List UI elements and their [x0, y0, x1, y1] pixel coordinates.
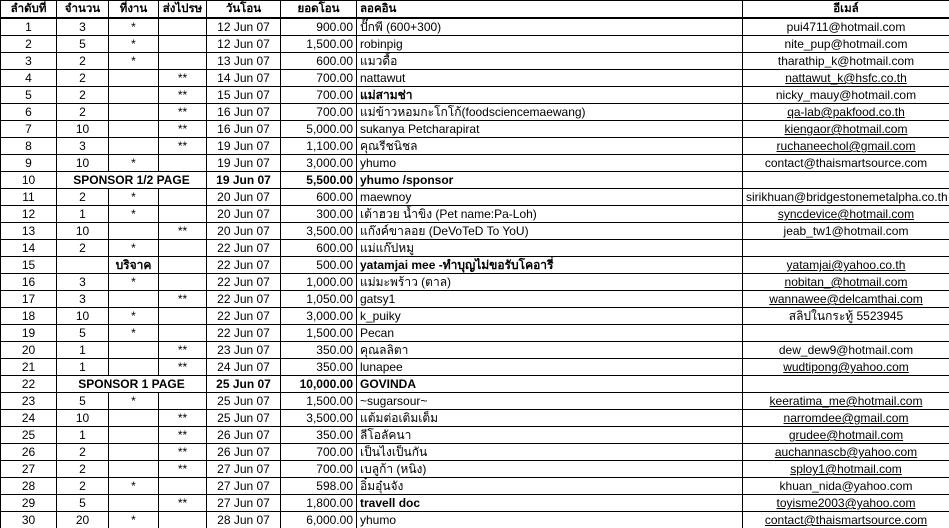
cell-no[interactable]: 9 — [1, 155, 57, 172]
header-cell-login[interactable]: ลอคอิน — [357, 1, 743, 19]
table-row — [1, 104, 949, 121]
cell-site[interactable] — [109, 410, 159, 427]
cell-site[interactable]: * — [109, 308, 159, 325]
cell-email[interactable]: narromdee@gmail.com — [743, 410, 949, 427]
cell-qty[interactable]: 2 — [57, 461, 109, 478]
cell-post[interactable]: ** — [159, 70, 207, 87]
table-row — [1, 444, 949, 461]
cell-amount[interactable]: 1,100.00 — [281, 138, 357, 155]
cell-sponsor[interactable]: SPONSOR 1/2 PAGE — [57, 172, 207, 189]
cell-email[interactable]: sirikhuan@bridgestonemetalpha.co.th — [743, 189, 949, 206]
cell-qty[interactable]: 2 — [57, 240, 109, 257]
cell-site[interactable]: * — [109, 155, 159, 172]
cell-email[interactable]: nite_pup@hotmail.com — [743, 36, 949, 53]
cell-qty[interactable]: 1 — [57, 342, 109, 359]
cell-date[interactable]: 19 Jun 07 — [207, 172, 281, 189]
cell-no[interactable]: 25 — [1, 427, 57, 444]
header-cell-qty[interactable]: จำนวน — [57, 1, 109, 19]
header-cell-amount[interactable]: ยอดโอน — [281, 1, 357, 19]
cell-login[interactable]: robinpig — [357, 36, 743, 53]
cell-amount[interactable]: 598.00 — [281, 478, 357, 495]
cell-amount[interactable]: 1,800.00 — [281, 495, 357, 512]
cell-qty[interactable]: 2 — [57, 444, 109, 461]
cell-date[interactable]: 23 Jun 07 — [207, 342, 281, 359]
cell-post[interactable]: ** — [159, 223, 207, 240]
cell-qty[interactable]: 20 — [57, 512, 109, 528]
cell-date[interactable]: 13 Jun 07 — [207, 53, 281, 70]
cell-site[interactable]: * — [109, 478, 159, 495]
table-row — [1, 410, 949, 427]
table-row — [1, 291, 949, 308]
table-row — [1, 359, 949, 376]
table-row — [1, 512, 949, 528]
cell-no[interactable]: 18 — [1, 308, 57, 325]
cell-qty[interactable]: 2 — [57, 104, 109, 121]
cell-email[interactable]: grudee@hotmail.com — [743, 427, 949, 444]
cell-date[interactable]: 26 Jun 07 — [207, 427, 281, 444]
cell-post[interactable]: ** — [159, 87, 207, 104]
cell-qty[interactable]: 2 — [57, 189, 109, 206]
cell-email[interactable]: toyisme2003@yahoo.com — [743, 495, 949, 512]
table-row — [1, 206, 949, 223]
cell-post[interactable] — [159, 274, 207, 291]
cell-qty[interactable]: 5 — [57, 393, 109, 410]
cell-date[interactable]: 26 Jun 07 — [207, 444, 281, 461]
cell-date[interactable]: 22 Jun 07 — [207, 308, 281, 325]
cell-date[interactable]: 22 Jun 07 — [207, 274, 281, 291]
cell-qty[interactable]: 2 — [57, 70, 109, 87]
cell-no[interactable]: 13 — [1, 223, 57, 240]
table-row — [1, 87, 949, 104]
cell-login[interactable]: แมวดื้อ — [357, 53, 743, 70]
table-row — [1, 274, 949, 291]
cell-qty[interactable]: 2 — [57, 53, 109, 70]
cell-login[interactable]: เต้าฮวย น้ำขิง (Pet name:Pa-Loh) — [357, 206, 743, 223]
cell-date[interactable]: 20 Jun 07 — [207, 189, 281, 206]
cell-site[interactable] — [109, 444, 159, 461]
cell-post[interactable] — [159, 325, 207, 342]
cell-amount[interactable]: 3,000.00 — [281, 155, 357, 172]
cell-amount[interactable]: 3,000.00 — [281, 308, 357, 325]
cell-email[interactable]: keeratima_me@hotmail.com — [743, 393, 949, 410]
cell-post[interactable]: ** — [159, 359, 207, 376]
cell-post[interactable]: ** — [159, 461, 207, 478]
table-row — [1, 495, 949, 512]
cell-date[interactable]: 22 Jun 07 — [207, 325, 281, 342]
cell-amount[interactable]: 300.00 — [281, 206, 357, 223]
cell-post[interactable]: ** — [159, 121, 207, 138]
cell-amount[interactable]: 700.00 — [281, 70, 357, 87]
cell-site[interactable]: บริจาค — [109, 257, 159, 274]
cell-login[interactable]: yhumo /sponsor — [357, 172, 743, 189]
cell-post[interactable]: ** — [159, 342, 207, 359]
table-row — [1, 240, 949, 257]
cell-no[interactable]: 15 — [1, 257, 57, 274]
cell-no[interactable]: 6 — [1, 104, 57, 121]
cell-qty[interactable]: 1 — [57, 359, 109, 376]
cell-qty[interactable]: 1 — [57, 427, 109, 444]
cell-email[interactable]: qa-lab@pakfood.co.th — [743, 104, 949, 121]
cell-no[interactable]: 27 — [1, 461, 57, 478]
cell-no[interactable]: 30 — [1, 512, 57, 528]
table-row — [1, 121, 949, 138]
cell-amount[interactable]: 1,050.00 — [281, 291, 357, 308]
table-row — [1, 223, 949, 240]
cell-qty[interactable]: 5 — [57, 36, 109, 53]
cell-email[interactable]: wudtipong@yahoo.com — [743, 359, 949, 376]
cell-site[interactable] — [109, 70, 159, 87]
cell-site[interactable]: * — [109, 325, 159, 342]
cell-site[interactable]: * — [109, 18, 159, 36]
cell-email[interactable] — [743, 172, 949, 189]
cell-site[interactable]: * — [109, 512, 159, 528]
cell-email[interactable]: nattawut_k@hsfc.co.th — [743, 70, 949, 87]
cell-qty[interactable]: 1 — [57, 206, 109, 223]
cell-login[interactable]: เบลูก้า (หนิง) — [357, 461, 743, 478]
cell-site[interactable] — [109, 291, 159, 308]
cell-date[interactable]: 12 Jun 07 — [207, 36, 281, 53]
cell-site[interactable]: * — [109, 240, 159, 257]
cell-post[interactable] — [159, 155, 207, 172]
cell-date[interactable]: 15 Jun 07 — [207, 87, 281, 104]
cell-no[interactable]: 7 — [1, 121, 57, 138]
cell-no[interactable]: 20 — [1, 342, 57, 359]
cell-post[interactable] — [159, 53, 207, 70]
cell-amount[interactable]: 700.00 — [281, 444, 357, 461]
cell-login[interactable]: เป็นไงเป็นกัน — [357, 444, 743, 461]
cell-site[interactable]: * — [109, 53, 159, 70]
table-row — [1, 325, 949, 342]
cell-post[interactable]: ** — [159, 138, 207, 155]
cell-site[interactable]: * — [109, 274, 159, 291]
cell-login[interactable]: ~sugarsour~ — [357, 393, 743, 410]
table-row — [1, 478, 949, 495]
cell-login[interactable]: ปั๊กพี (600+300) — [357, 18, 743, 36]
cell-login[interactable]: gatsy1 — [357, 291, 743, 308]
cell-qty[interactable]: 3 — [57, 291, 109, 308]
cell-date[interactable]: 27 Jun 07 — [207, 495, 281, 512]
cell-date[interactable]: 27 Jun 07 — [207, 461, 281, 478]
cell-email[interactable]: kiengaor@hotmail.com — [743, 121, 949, 138]
cell-amount[interactable]: 1,500.00 — [281, 36, 357, 53]
cell-no[interactable]: 8 — [1, 138, 57, 155]
cell-post[interactable]: ** — [159, 410, 207, 427]
table-row — [1, 393, 949, 410]
cell-amount[interactable]: 700.00 — [281, 461, 357, 478]
header-cell-email[interactable]: อีเมล์ — [743, 1, 949, 19]
cell-login[interactable]: แม่ข้าวหอมกะโกโก้(foodsciencemaewang) — [357, 104, 743, 121]
cell-no[interactable]: 12 — [1, 206, 57, 223]
cell-amount[interactable]: 350.00 — [281, 427, 357, 444]
cell-amount[interactable]: 3,500.00 — [281, 410, 357, 427]
cell-amount[interactable]: 350.00 — [281, 359, 357, 376]
cell-email[interactable]: nobitan_@hotmail.com — [743, 274, 949, 291]
cell-date[interactable]: 25 Jun 07 — [207, 393, 281, 410]
cell-date[interactable]: 28 Jun 07 — [207, 512, 281, 528]
table-row — [1, 461, 949, 478]
table-row — [1, 172, 949, 189]
cell-site[interactable] — [109, 427, 159, 444]
cell-date[interactable]: 20 Jun 07 — [207, 206, 281, 223]
cell-site[interactable] — [109, 121, 159, 138]
cell-email[interactable]: auchannascb@yahoo.com — [743, 444, 949, 461]
cell-amount[interactable]: 5,000.00 — [281, 121, 357, 138]
cell-login[interactable]: อิ๋มอุ๋นจัง — [357, 478, 743, 495]
cell-no[interactable]: 5 — [1, 87, 57, 104]
cell-amount[interactable]: 1,500.00 — [281, 325, 357, 342]
cell-site[interactable] — [109, 342, 159, 359]
cell-amount[interactable]: 1,000.00 — [281, 274, 357, 291]
cell-post[interactable] — [159, 240, 207, 257]
cell-login[interactable]: yatamjai mee -ทำบุญไม่ขอรับโคอารี่ — [357, 257, 743, 274]
table-row — [1, 155, 949, 172]
cell-qty[interactable]: 10 — [57, 121, 109, 138]
cell-no[interactable]: 29 — [1, 495, 57, 512]
cell-qty[interactable]: 3 — [57, 138, 109, 155]
cell-qty[interactable]: 5 — [57, 325, 109, 342]
cell-email[interactable]: tharathip_k@hotmail.com — [743, 53, 949, 70]
cell-no[interactable]: 10 — [1, 172, 57, 189]
table-row — [1, 189, 949, 206]
cell-email[interactable]: syncdevice@hotmail.com — [743, 206, 949, 223]
cell-email[interactable]: ruchaneechol@gmail.com — [743, 138, 949, 155]
table-row — [1, 308, 949, 325]
cell-post[interactable] — [159, 512, 207, 528]
cell-site[interactable]: * — [109, 206, 159, 223]
table-row — [1, 18, 949, 36]
cell-date[interactable]: 25 Jun 07 — [207, 376, 281, 393]
cell-post[interactable] — [159, 206, 207, 223]
cell-qty[interactable]: 3 — [57, 274, 109, 291]
cell-date[interactable]: 20 Jun 07 — [207, 223, 281, 240]
cell-amount[interactable]: 10,000.00 — [281, 376, 357, 393]
cell-date[interactable]: 22 Jun 07 — [207, 240, 281, 257]
cell-login[interactable]: คุณรีชนิชล — [357, 138, 743, 155]
cell-email[interactable]: sploy1@hotmail.com — [743, 461, 949, 478]
cell-date[interactable]: 25 Jun 07 — [207, 410, 281, 427]
cell-amount[interactable]: 600.00 — [281, 53, 357, 70]
cell-amount[interactable]: 5,500.00 — [281, 172, 357, 189]
cell-site[interactable]: * — [109, 393, 159, 410]
cell-no[interactable]: 19 — [1, 325, 57, 342]
cell-post[interactable] — [159, 308, 207, 325]
cell-login[interactable]: แก๊งค์ขาลอย (DeVoTeD To YoU) — [357, 223, 743, 240]
cell-date[interactable]: 24 Jun 07 — [207, 359, 281, 376]
cell-site[interactable] — [109, 359, 159, 376]
cell-qty[interactable]: 5 — [57, 495, 109, 512]
cell-login[interactable]: แม่แก๊ปหมู — [357, 240, 743, 257]
cell-qty[interactable]: 3 — [57, 18, 109, 36]
cell-no[interactable]: 28 — [1, 478, 57, 495]
cell-login[interactable]: แม่สามช่า — [357, 87, 743, 104]
cell-date[interactable]: 22 Jun 07 — [207, 291, 281, 308]
cell-amount[interactable]: 900.00 — [281, 18, 357, 36]
cell-login[interactable]: GOVINDA — [357, 376, 743, 393]
cell-amount[interactable]: 6,000.00 — [281, 512, 357, 528]
cell-login[interactable]: lunapee — [357, 359, 743, 376]
cell-no[interactable]: 21 — [1, 359, 57, 376]
cell-site[interactable] — [109, 104, 159, 121]
cell-qty[interactable]: 10 — [57, 308, 109, 325]
cell-login[interactable]: nattawut — [357, 70, 743, 87]
table-row — [1, 376, 949, 393]
cell-no[interactable]: 3 — [1, 53, 57, 70]
cell-amount[interactable]: 700.00 — [281, 87, 357, 104]
cell-email[interactable]: jeab_tw1@hotmail.com — [743, 223, 949, 240]
cell-email[interactable] — [743, 240, 949, 257]
cell-sponsor[interactable]: SPONSOR 1 PAGE — [57, 376, 207, 393]
cell-qty[interactable]: 10 — [57, 155, 109, 172]
cell-login[interactable]: ลีโอลัคนา — [357, 427, 743, 444]
cell-email[interactable] — [743, 376, 949, 393]
cell-post[interactable] — [159, 393, 207, 410]
cell-no[interactable]: 2 — [1, 36, 57, 53]
cell-date[interactable]: 19 Jun 07 — [207, 155, 281, 172]
cell-site[interactable] — [109, 461, 159, 478]
cell-no[interactable]: 26 — [1, 444, 57, 461]
cell-amount[interactable]: 500.00 — [281, 257, 357, 274]
cell-no[interactable]: 24 — [1, 410, 57, 427]
cell-qty[interactable] — [57, 257, 109, 274]
table-row — [1, 342, 949, 359]
cell-login[interactable]: sukanya Petcharapirat — [357, 121, 743, 138]
cell-qty[interactable]: 10 — [57, 410, 109, 427]
cell-email[interactable]: contact@thaismartsource.com — [743, 155, 949, 172]
header-row — [1, 1, 949, 19]
cell-amount[interactable]: 3,500.00 — [281, 223, 357, 240]
cell-email[interactable]: yatamjai@yahoo.co.th — [743, 257, 949, 274]
cell-email[interactable] — [743, 325, 949, 342]
cell-login[interactable]: k_puiky — [357, 308, 743, 325]
cell-site[interactable]: * — [109, 36, 159, 53]
cell-site[interactable] — [109, 138, 159, 155]
cell-post[interactable]: ** — [159, 291, 207, 308]
cell-site[interactable] — [109, 87, 159, 104]
cell-post[interactable]: ** — [159, 104, 207, 121]
cell-email[interactable]: wannawee@delcamthai.com — [743, 291, 949, 308]
cell-qty[interactable]: 2 — [57, 87, 109, 104]
cell-email[interactable]: pui4711@hotmail.com — [743, 18, 949, 36]
table-row — [1, 70, 949, 87]
header-cell-post[interactable]: ส่งไปรษ — [159, 1, 207, 19]
cell-amount[interactable]: 600.00 — [281, 189, 357, 206]
cell-post[interactable]: ** — [159, 444, 207, 461]
cell-no[interactable]: 1 — [1, 18, 57, 36]
cell-no[interactable]: 11 — [1, 189, 57, 206]
cell-post[interactable] — [159, 189, 207, 206]
cell-no[interactable]: 4 — [1, 70, 57, 87]
cell-email[interactable]: contact@thaismartsource.com — [743, 512, 949, 528]
cell-no[interactable]: 17 — [1, 291, 57, 308]
cell-post[interactable]: ** — [159, 427, 207, 444]
table-row — [1, 427, 949, 444]
cell-post[interactable] — [159, 478, 207, 495]
cell-site[interactable]: * — [109, 189, 159, 206]
cell-amount[interactable]: 1,500.00 — [281, 393, 357, 410]
cell-email[interactable]: nicky_mauy@hotmail.com — [743, 87, 949, 104]
cell-no[interactable]: 22 — [1, 376, 57, 393]
cell-no[interactable]: 14 — [1, 240, 57, 257]
cell-email[interactable]: สลิปในกระทู้ 5523945 — [743, 308, 949, 325]
cell-amount[interactable]: 600.00 — [281, 240, 357, 257]
cell-post[interactable]: ** — [159, 495, 207, 512]
cell-date[interactable]: 16 Jun 07 — [207, 104, 281, 121]
table-row — [1, 36, 949, 53]
cell-qty[interactable]: 10 — [57, 223, 109, 240]
cell-login[interactable]: คุณลลิตา — [357, 342, 743, 359]
header-cell-no[interactable]: ลำดับที่ — [1, 1, 57, 19]
header-cell-date[interactable]: วันโอน — [207, 1, 281, 19]
table-row — [1, 138, 949, 155]
cell-email[interactable]: khuan_nida@yahoo.com — [743, 478, 949, 495]
cell-no[interactable]: 23 — [1, 393, 57, 410]
cell-login[interactable]: yhumo — [357, 155, 743, 172]
table-row — [1, 257, 949, 274]
cell-post[interactable] — [159, 257, 207, 274]
header-cell-site[interactable]: ที่งาน — [109, 1, 159, 19]
cell-email[interactable]: dew_dew9@hotmail.com — [743, 342, 949, 359]
cell-site[interactable] — [109, 495, 159, 512]
cell-login[interactable]: maewnoy — [357, 189, 743, 206]
cell-login[interactable]: yhumo — [357, 512, 743, 528]
cell-login[interactable]: travell doc — [357, 495, 743, 512]
cell-login[interactable]: แม่มะพร้าว (ตาล) — [357, 274, 743, 291]
cell-date[interactable]: 12 Jun 07 — [207, 18, 281, 36]
cell-date[interactable]: 19 Jun 07 — [207, 138, 281, 155]
cell-no[interactable]: 16 — [1, 274, 57, 291]
cell-date[interactable]: 27 Jun 07 — [207, 478, 281, 495]
cell-login[interactable]: Pecan — [357, 325, 743, 342]
cell-date[interactable]: 22 Jun 07 — [207, 257, 281, 274]
cell-site[interactable] — [109, 223, 159, 240]
cell-date[interactable]: 16 Jun 07 — [207, 121, 281, 138]
cell-amount[interactable]: 700.00 — [281, 104, 357, 121]
cell-amount[interactable]: 350.00 — [281, 342, 357, 359]
cell-date[interactable]: 14 Jun 07 — [207, 70, 281, 87]
cell-login[interactable]: แต้มต่อเติมเต็ม — [357, 410, 743, 427]
cell-qty[interactable]: 2 — [57, 478, 109, 495]
cell-post[interactable] — [159, 36, 207, 53]
table-row — [1, 53, 949, 70]
cell-post[interactable] — [159, 18, 207, 36]
